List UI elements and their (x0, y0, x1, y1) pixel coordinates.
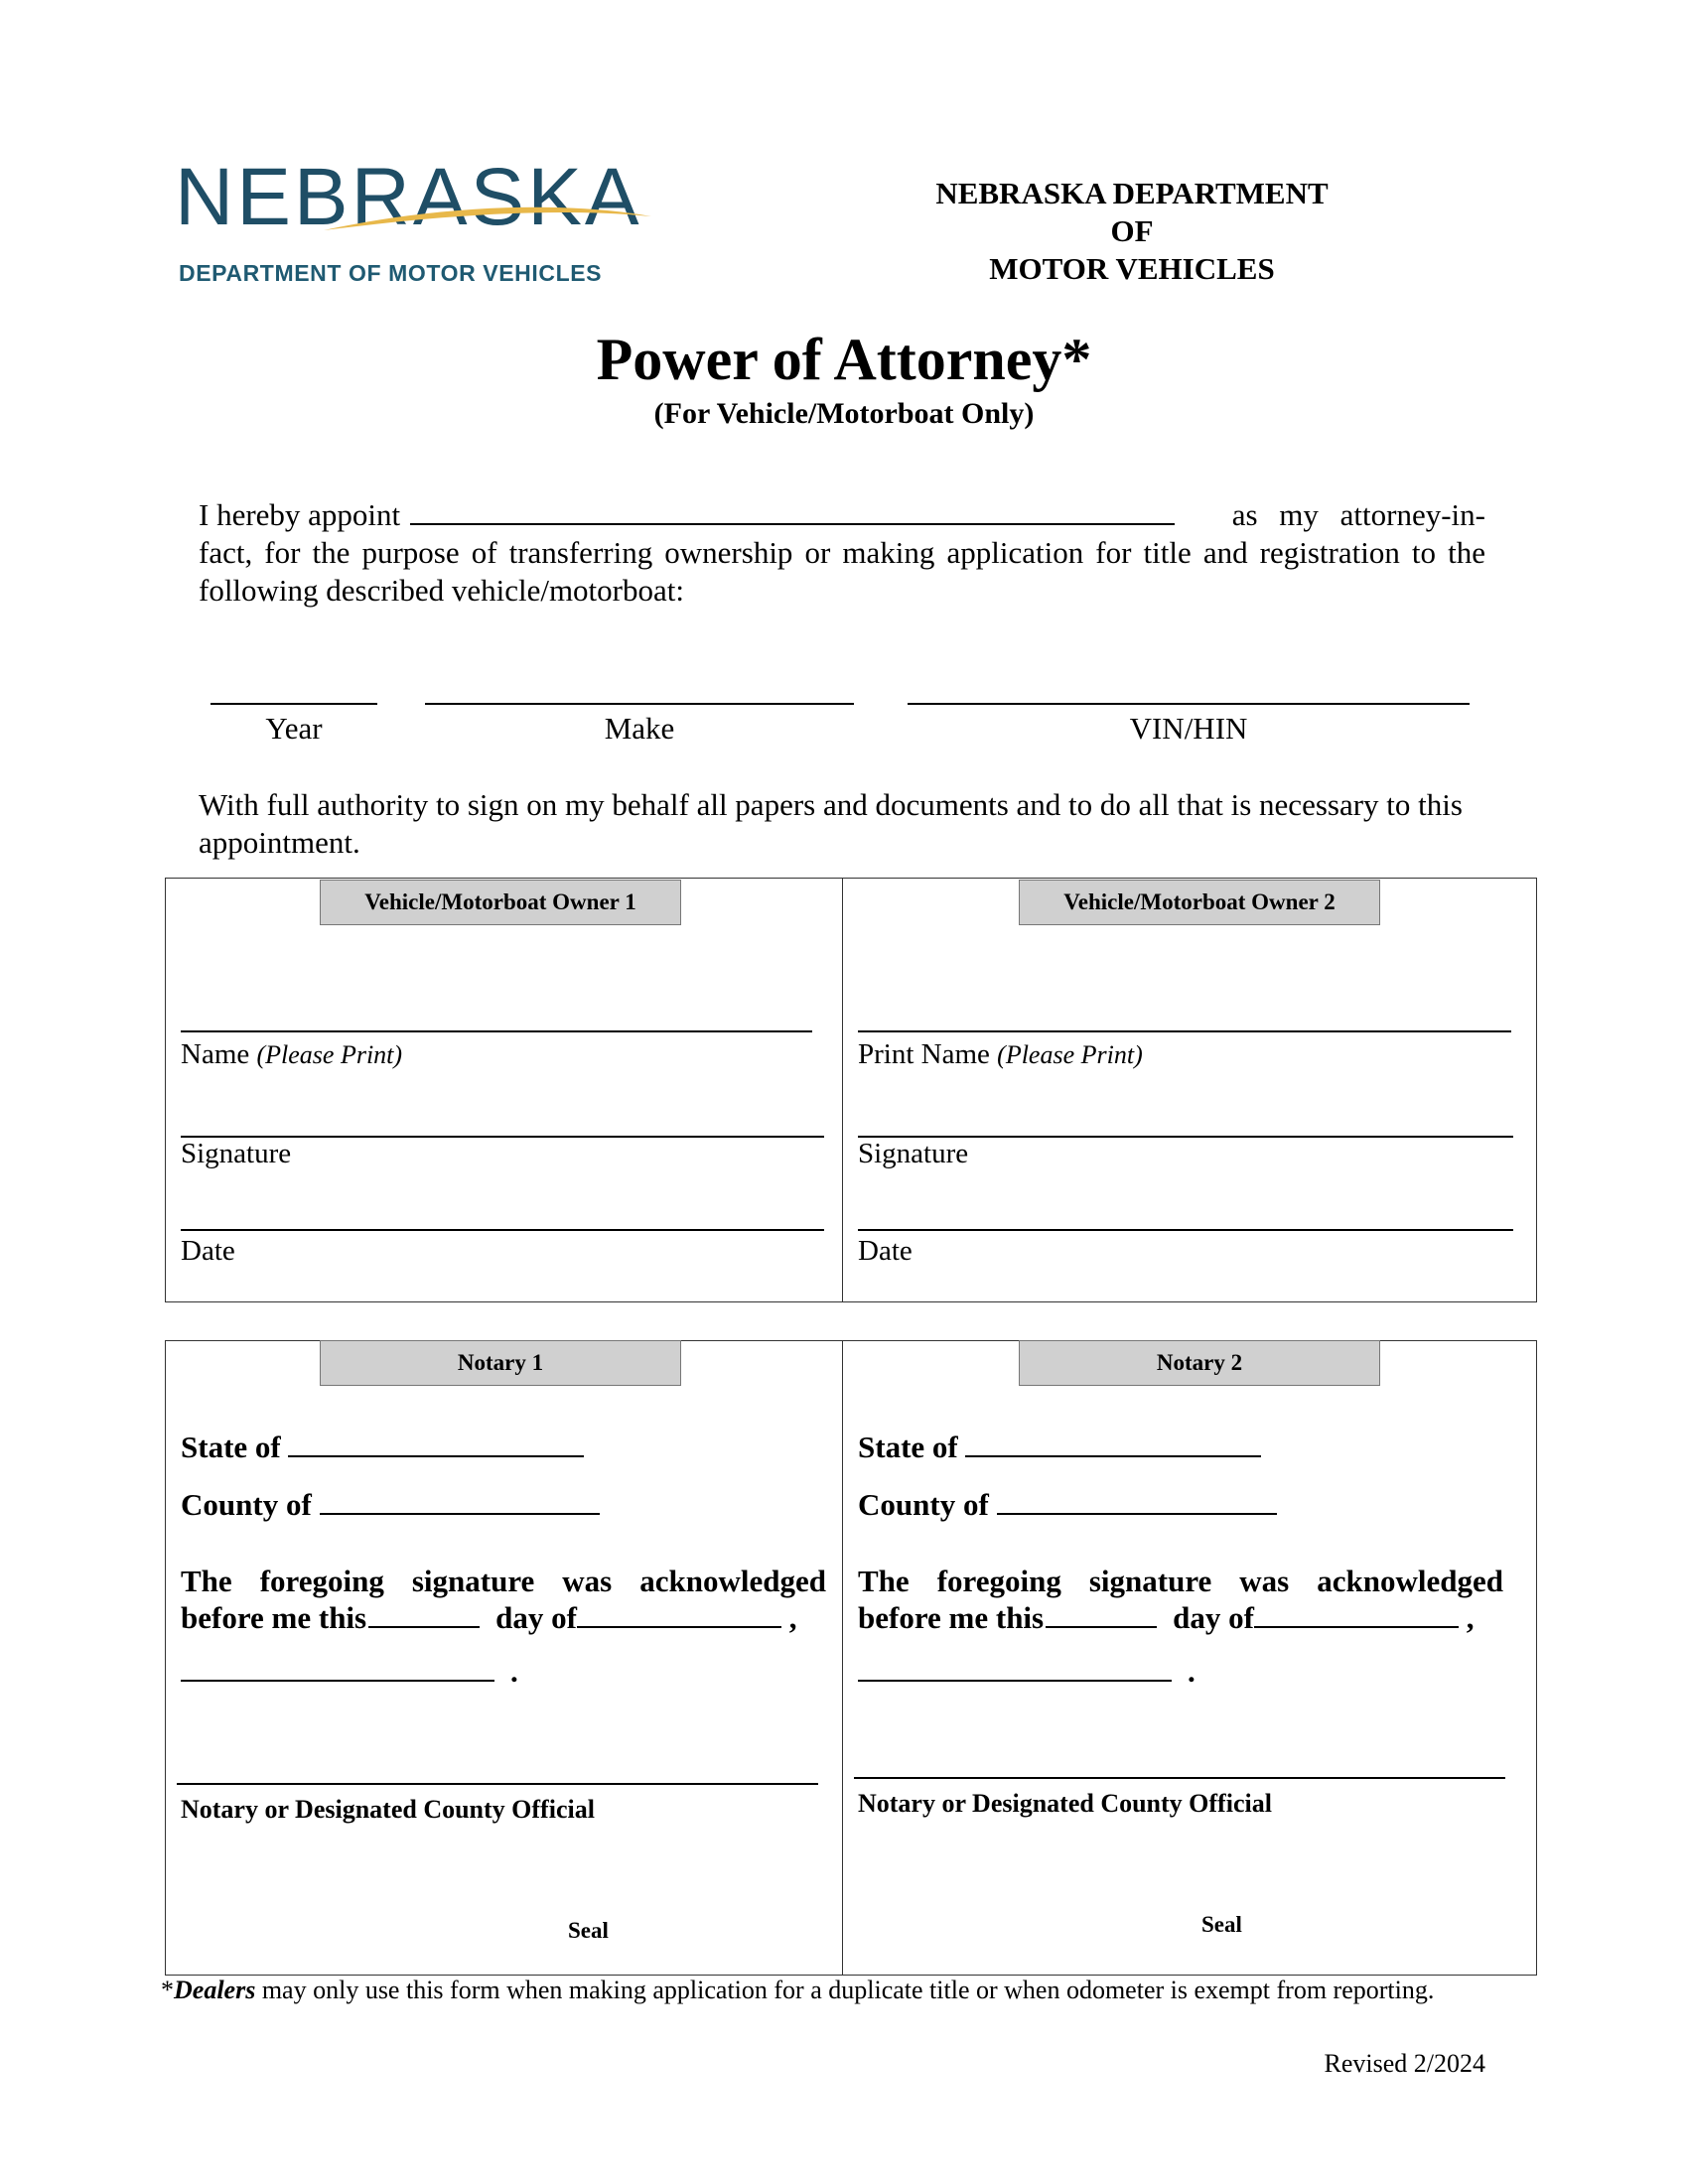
notary-2-county-field[interactable] (997, 1487, 1277, 1515)
owners-divider (842, 878, 843, 1302)
notary-divider (842, 1340, 843, 1976)
logo-wordmark: NEBRASKA (175, 152, 642, 242)
notary-1-month-field[interactable] (577, 1600, 781, 1628)
notary-1-county-label: County of (181, 1487, 312, 1522)
owner-2-name-text: Print Name (858, 1038, 990, 1070)
notary-1-official-label: Notary or Designated County Official (181, 1795, 595, 1824)
vin-field[interactable] (908, 703, 1470, 705)
notary-2-state-field[interactable] (965, 1430, 1261, 1457)
owner-1-name-text: Name (181, 1038, 250, 1070)
notary-1-county (181, 1487, 600, 1523)
owner-1-date-label: Date (181, 1235, 235, 1267)
owner-2-name-label (858, 1038, 1143, 1071)
appoint-prefix: I hereby appoint (199, 497, 401, 532)
department-line-1: NEBRASKA DEPARTMENT (935, 176, 1329, 210)
owner-1-name-field[interactable] (181, 1030, 812, 1032)
department-heading (874, 175, 1390, 288)
owner-1-header: Vehicle/Motorboat Owner 1 (320, 880, 681, 925)
notary-1-state-field[interactable] (288, 1430, 584, 1457)
notary-1-day-field[interactable] (368, 1600, 480, 1628)
notary-2-ack-line1: The foregoing signature was acknowledged (858, 1564, 1503, 1598)
owner-2-signature-label: Signature (858, 1138, 969, 1169)
make-field[interactable] (425, 703, 854, 705)
authority-paragraph: With full authority to sign on my behalf all papers and documents and to do all that is necessary to this appointment. (199, 787, 1463, 860)
attorney-name-field[interactable] (410, 499, 1175, 525)
department-line-2: OF (1110, 213, 1154, 248)
notary-2-county-label: County of (858, 1487, 989, 1522)
appoint-suffix: as my attorney-in- (1231, 497, 1485, 532)
notary-2-official-label: Notary or Designated County Official (858, 1789, 1272, 1818)
page-title: Power of Attorney* (596, 327, 1092, 392)
notary-1-ack-line2 (181, 1600, 796, 1636)
notary-2-before-me: before me this (858, 1600, 1045, 1635)
dealers-footnote (161, 1976, 1434, 2005)
owner-2-name-hint: (Please Print) (997, 1040, 1143, 1069)
logo-subtitle: DEPARTMENT OF MOTOR VEHICLES (179, 260, 603, 286)
notary-1-year-field[interactable] (181, 1654, 494, 1682)
notary-2-seal-label: Seal (1201, 1912, 1242, 1937)
notary-1-day-of: day of (495, 1600, 577, 1635)
notary-2-year-row (858, 1654, 1196, 1690)
notary-1-ack-line1: The foregoing signature was acknowledged (181, 1564, 826, 1598)
notary-1-before-me: before me this (181, 1600, 367, 1635)
footnote-dealers: Dealers (174, 1976, 256, 2004)
notary-1-period: . (510, 1654, 518, 1689)
appoint-paragraph (199, 496, 1485, 610)
year-field[interactable] (211, 703, 377, 705)
notary-2-comma: , (1466, 1600, 1475, 1635)
footnote-star: * (161, 1976, 174, 2004)
notary-1-comma: , (788, 1600, 797, 1635)
owner-2-date-label: Date (858, 1235, 913, 1267)
year-label: Year (265, 711, 323, 746)
notary-2-month-field[interactable] (1254, 1600, 1459, 1628)
notary-2-day-of: day of (1173, 1600, 1254, 1635)
notary-2-period: . (1188, 1654, 1196, 1689)
notary-1-header: Notary 1 (320, 1340, 681, 1386)
notary-2-signature-field[interactable] (854, 1777, 1505, 1779)
notary-1-county-field[interactable] (320, 1487, 600, 1515)
owners-box (165, 878, 1537, 1302)
department-line-3: MOTOR VEHICLES (989, 251, 1275, 286)
owner-1-name-hint: (Please Print) (256, 1040, 403, 1069)
notary-1-seal-label: Seal (568, 1918, 609, 1943)
notary-2-state-label: State of (858, 1430, 958, 1464)
owner-1-name-label (181, 1038, 402, 1071)
owner-2-name-field[interactable] (858, 1030, 1511, 1032)
notary-1-state-label: State of (181, 1430, 281, 1464)
owner-2-header: Vehicle/Motorboat Owner 2 (1019, 880, 1380, 925)
logo-swoosh-icon (175, 189, 661, 248)
vin-label: VIN/HIN (1129, 711, 1248, 746)
make-label: Make (604, 711, 675, 746)
owner-2-date-field[interactable] (858, 1229, 1513, 1231)
notary-1-signature-field[interactable] (177, 1783, 818, 1785)
appoint-rest: fact, for the purpose of transferring ownership or making application for title and registration to the following described vehicle/motorboat: (199, 535, 1485, 608)
owner-1-signature-label: Signature (181, 1138, 292, 1169)
notary-2-ack-line2 (858, 1600, 1474, 1636)
notary-2-header: Notary 2 (1019, 1340, 1380, 1386)
notary-1-state (181, 1430, 584, 1465)
revised-date: Revised 2/2024 (1324, 2049, 1485, 2078)
footnote-text: may only use this form when making application for a duplicate title or when odometer is exempt from reporting. (261, 1976, 1435, 2004)
notary-2-county (858, 1487, 1277, 1523)
notary-1-year-row (181, 1654, 518, 1690)
notary-2-state (858, 1430, 1261, 1465)
notary-2-year-field[interactable] (858, 1654, 1172, 1682)
page-subtitle: (For Vehicle/Motorboat Only) (653, 397, 1035, 430)
owner-1-date-field[interactable] (181, 1229, 824, 1231)
notary-2-day-field[interactable] (1046, 1600, 1157, 1628)
